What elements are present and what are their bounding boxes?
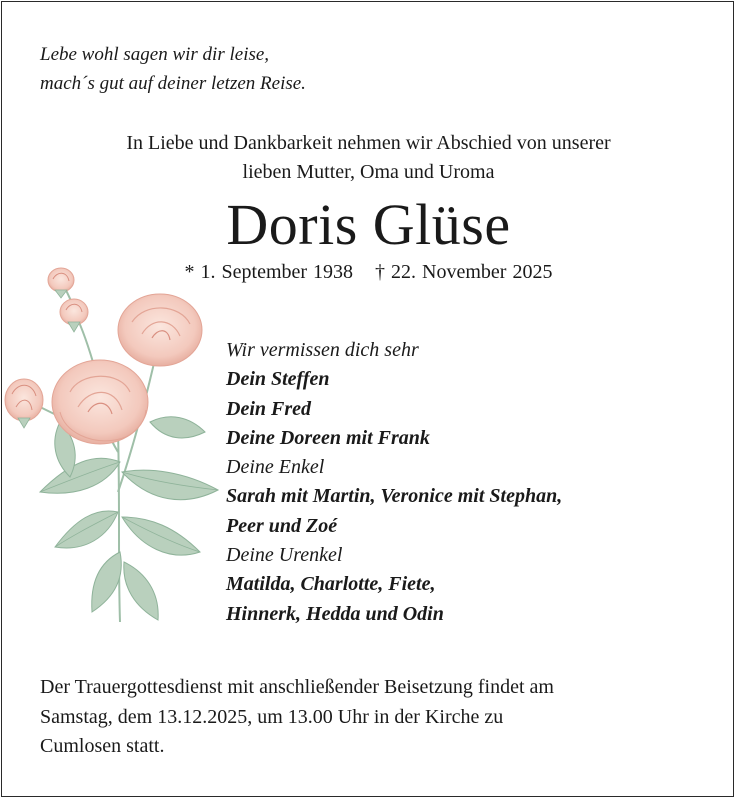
- mourners-list: [226, 336, 562, 629]
- great-grandchildren-label: Deine Urenkel: [226, 544, 343, 567]
- death-date: † 22. November 2025: [375, 261, 553, 283]
- intro-text: [0, 129, 737, 187]
- intro-line: lieben Mutter, Oma und Uroma: [242, 161, 495, 183]
- great-grandchildren-names: Hinnerk, Hedda und Odin: [226, 602, 444, 625]
- service-line: Samstag, dem 13.12.2025, um 13.00 Uhr in der Kirche zu: [40, 705, 504, 728]
- miss-line: Wir vermissen dich sehr: [226, 339, 419, 361]
- rose-bouquet-icon: [0, 262, 225, 627]
- farewell-verse: [40, 40, 306, 98]
- verse-line: Lebe wohl sagen wir dir leise,: [40, 44, 270, 65]
- service-info: [40, 673, 710, 762]
- intro-line: In Liebe und Dankbarkeit nehmen wir Abschied von unserer: [126, 132, 611, 154]
- grandchildren-names: Peer und Zoé: [226, 514, 338, 537]
- grandchildren-label: Deine Enkel: [226, 456, 325, 479]
- grandchildren-names: Sarah mit Martin, Veronice mit Stephan,: [226, 485, 563, 508]
- mourner-name: Dein Fred: [226, 397, 311, 420]
- birth-date: * 1. September 1938: [184, 261, 354, 283]
- great-grandchildren-names: Matilda, Charlotte, Fiete,: [226, 573, 436, 596]
- service-line: Cumlosen statt.: [40, 735, 165, 757]
- service-line: Der Trauergottesdienst mit anschließender Beisetzung findet am: [40, 676, 554, 698]
- deceased-name: Doris Glüse: [226, 192, 511, 257]
- mourner-name: Dein Steffen: [226, 368, 330, 391]
- verse-line: mach´s gut auf deiner letzen Reise.: [40, 73, 306, 94]
- mourner-name: Deine Doreen mit Frank: [226, 426, 430, 449]
